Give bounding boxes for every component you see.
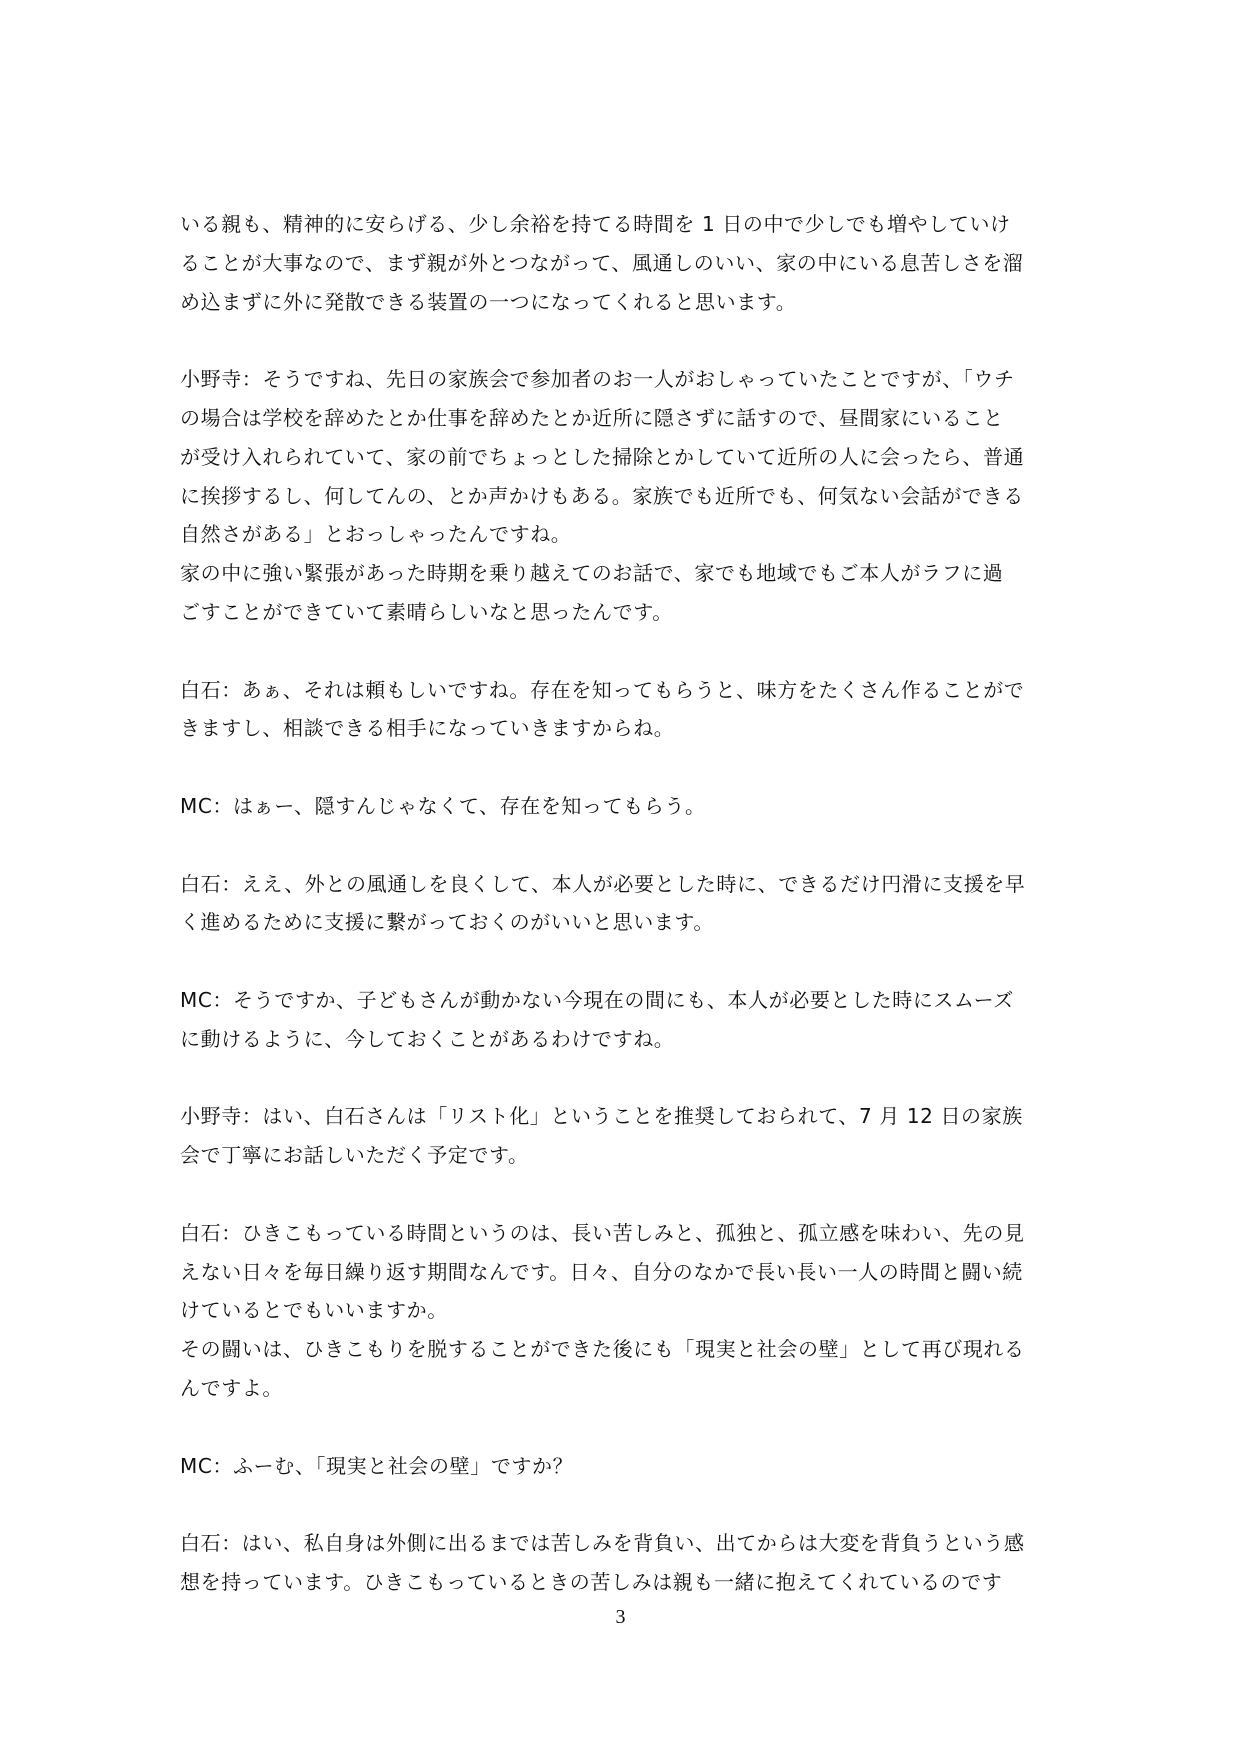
- paragraph-9: 白石：ひきこもっている時間というのは、長い苦しみと、孤独と、孤立感を味わい、先の見 えない日々を毎日繰り返す期間なんです。日々、自分のなかで長い長い一人の時間と闘い続 けているとでもいいますか。: [180, 1220, 1025, 1323]
- paragraph-6: 白石：ええ、外との風通しを良くして、本人が必要とした時に、できるだけ円滑に支援を早 く進めるために支援に繋がっておくのがいいと思います。: [180, 871, 1026, 935]
- paragraph-8: 小野寺：はい、白石さんは「リスト化」ということを推奨しておられて、7 月 12 日の家族 会で丁寧にお話しいただく予定です。: [180, 1104, 1023, 1168]
- paragraph-11: MC：ふーむ、「現実と社会の壁」ですか？: [180, 1453, 574, 1478]
- paragraph-3: 家の中に強い緊張があった時期を乗り越えてのお話で、家でも地域でもご本人がラフに過 ごすことができていて素晴らしいなと思ったんです。: [180, 561, 1004, 624]
- paragraph-7: MC：そうですか、子どもさんが動かない今現在の間にも、本人が必要とした時にスムーズ に動けるように、今しておくことがあるわけですね。: [180, 987, 1014, 1051]
- paragraph-12: 白石：はい、私自身は外側に出るまでは苦しみを背負い、出てからは大変を背負うという感 想を持っています。ひきこもっているときの苦しみは親も一緒に抱えてくれているのです: [180, 1531, 1025, 1594]
- document-body: [180, 205, 1070, 1602]
- page-number: 3: [615, 1606, 626, 1628]
- paragraph-5: MC：はぁー、隠すんじゃなくて、存在を知ってもらう。: [180, 793, 706, 818]
- paragraph-4: 白石：あぁ、それは頼もしいですね。存在を知ってもらうと、味方をたくさん作ることがで きますし、相談できる相手になっていきますからね。: [180, 677, 1025, 741]
- paragraph-10: その闘いは、ひきこもりを脱することができた後にも「現実と社会の壁」として再び現れる んですよ。: [180, 1337, 1025, 1400]
- paragraph-2: 小野寺：そうですね、先日の家族会で参加者のお一人がおしゃっていたことですが、「ウチ の場合は学校を辞めたとか仕事を辞めたとか近所に隠さずに話すので、昼間家にいること が受け入れられていて、家の前でちょっとした掃除とかしていて近所の人に会ったら、普通 に挨拶するし、何してんの、とか声かけもある。家族でも近所でも、何気ない会話ができる 自然さがある」とおっしゃったんですね。: [180, 367, 1025, 547]
- paragraph-1: いる親も、精神的に安らげる、少し余裕を持てる時間を 1 日の中で少しでも増やしていけ ることが大事なので、まず親が外とつながって、風通しのいい、家の中にいる息苦しさを溜 め込まずに外に発散できる装置の一つになってくれると思います。: [180, 212, 1024, 314]
